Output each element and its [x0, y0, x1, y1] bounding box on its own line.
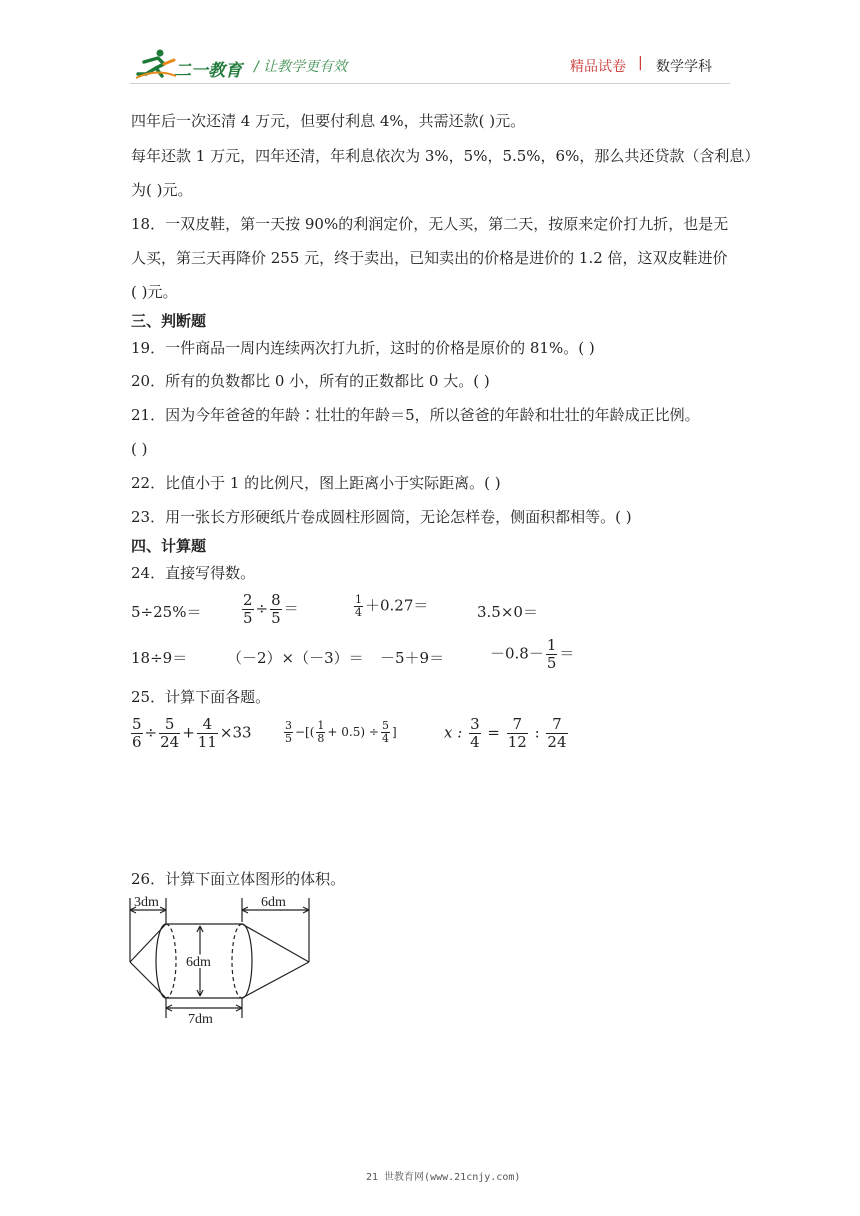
- expression-1: $\frac{5}{6}$ ÷ $\frac{5}{24}$ + $\frac{4}{11}$ ×33: [132, 715, 252, 751]
- calc-item: $\frac{1}{4}$ ＋0.27＝: [355, 593, 429, 619]
- fraction: $\frac{7}{12}$: [507, 715, 527, 751]
- text-line: 每年还款 1 万元，四年还清，年利息依次为 3%，5%，5.5%，6%，那么共还贷款（含利息）: [131, 147, 760, 165]
- calc-item: （－2）×（－3）＝: [227, 649, 364, 667]
- question-26: 26．计算下面立体图形的体积。: [131, 870, 346, 888]
- question-21: ( ): [131, 440, 148, 458]
- fraction: $\frac{4}{11}$: [197, 715, 217, 751]
- logo-runner-icon: [134, 48, 178, 80]
- calc-item: 3.5×0＝: [477, 603, 538, 621]
- section-title: 三、判断题: [131, 312, 207, 330]
- header-subject: 数学学科: [656, 59, 712, 75]
- expression-3: x : $\frac{3}{4}$ = $\frac{7}{12}$ : $\frac{7}{24}$: [444, 715, 567, 751]
- dim-label: 7dm: [188, 1012, 213, 1024]
- question-18: 人买，第三天再降价 255 元，终于卖出，已知卖出的价格是进价的 1.2 倍，这双皮鞋进价: [131, 249, 728, 267]
- fraction: $\frac{2}{5}$: [243, 591, 253, 627]
- question-18: ( )元。: [131, 283, 178, 301]
- expression-2: $\frac{3}{5}$ −[( $\frac{1}{8}$ + 0.5) ÷ $\frac{5}{4}$ ]: [285, 719, 397, 745]
- calc-item: －5＋9＝: [380, 649, 445, 667]
- fraction: $\frac{3}{4}$: [470, 715, 480, 751]
- calc-item: 5÷25%＝: [131, 603, 202, 621]
- dim-label: 6dm: [261, 895, 286, 910]
- fraction: $\frac{8}{5}$: [271, 591, 281, 627]
- fraction: $\frac{1}{4}$: [355, 593, 362, 619]
- question-22: 22．比值小于 1 的比例尺，图上距离小于实际距离。( ): [131, 474, 501, 492]
- solid-figure: [126, 892, 316, 1024]
- header-label: 精品试卷: [570, 59, 626, 75]
- text-line: 为( )元。: [131, 181, 193, 199]
- calc-item: －0.8－ $\frac{1}{5}$ ＝: [490, 636, 575, 672]
- calc-item: 18÷9＝: [131, 649, 188, 667]
- fraction: $\frac{3}{5}$: [285, 719, 292, 745]
- dim-label: 6dm: [186, 955, 211, 970]
- question-21: 21．因为今年爸爸的年龄∶壮壮的年龄＝5，所以爸爸的年龄和壮壮的年龄成正比例。: [131, 406, 700, 424]
- dim-label: 3dm: [134, 895, 159, 910]
- question-20: 20．所有的负数都比 0 小，所有的正数都比 0 大。( ): [131, 372, 490, 390]
- fraction: $\frac{5}{6}$: [132, 715, 142, 751]
- question-25: 25．计算下面各题。: [131, 688, 271, 706]
- fraction: $\frac{5}{24}$: [160, 715, 180, 751]
- question-23: 23．用一张长方形硬纸片卷成圆柱形圆筒，无论怎样卷，侧面积都相等。( ): [131, 508, 632, 526]
- page-footer: 21 世教育网(www.21cnjy.com): [366, 1172, 521, 1183]
- fraction: $\frac{1}{5}$: [546, 636, 557, 672]
- question-19: 19．一件商品一周内连续两次打九折，这时的价格是原价的 81%。( ): [131, 339, 595, 357]
- brand-slogan: / 让教学更有效: [254, 59, 348, 75]
- section-title: 四、计算题: [131, 537, 207, 555]
- header-separator: |: [638, 55, 643, 71]
- fraction: $\frac{7}{24}$: [547, 715, 567, 751]
- fraction: $\frac{5}{4}$: [381, 719, 389, 745]
- question-24: 24．直接写得数。: [131, 564, 256, 582]
- header-rule: [130, 83, 730, 84]
- fraction: $\frac{1}{8}$: [317, 719, 325, 745]
- calc-item: $\frac{2}{5}$ ÷ $\frac{8}{5}$ ＝: [243, 591, 299, 627]
- brand-name: 二一教育: [174, 61, 242, 81]
- text-line: 四年后一次还清 4 万元，但要付利息 4%，共需还款( )元。: [131, 112, 526, 130]
- question-18: 18．一双皮鞋，第一天按 90%的利润定价，无人买，第二天，按原来定价打九折，也是无: [131, 215, 729, 233]
